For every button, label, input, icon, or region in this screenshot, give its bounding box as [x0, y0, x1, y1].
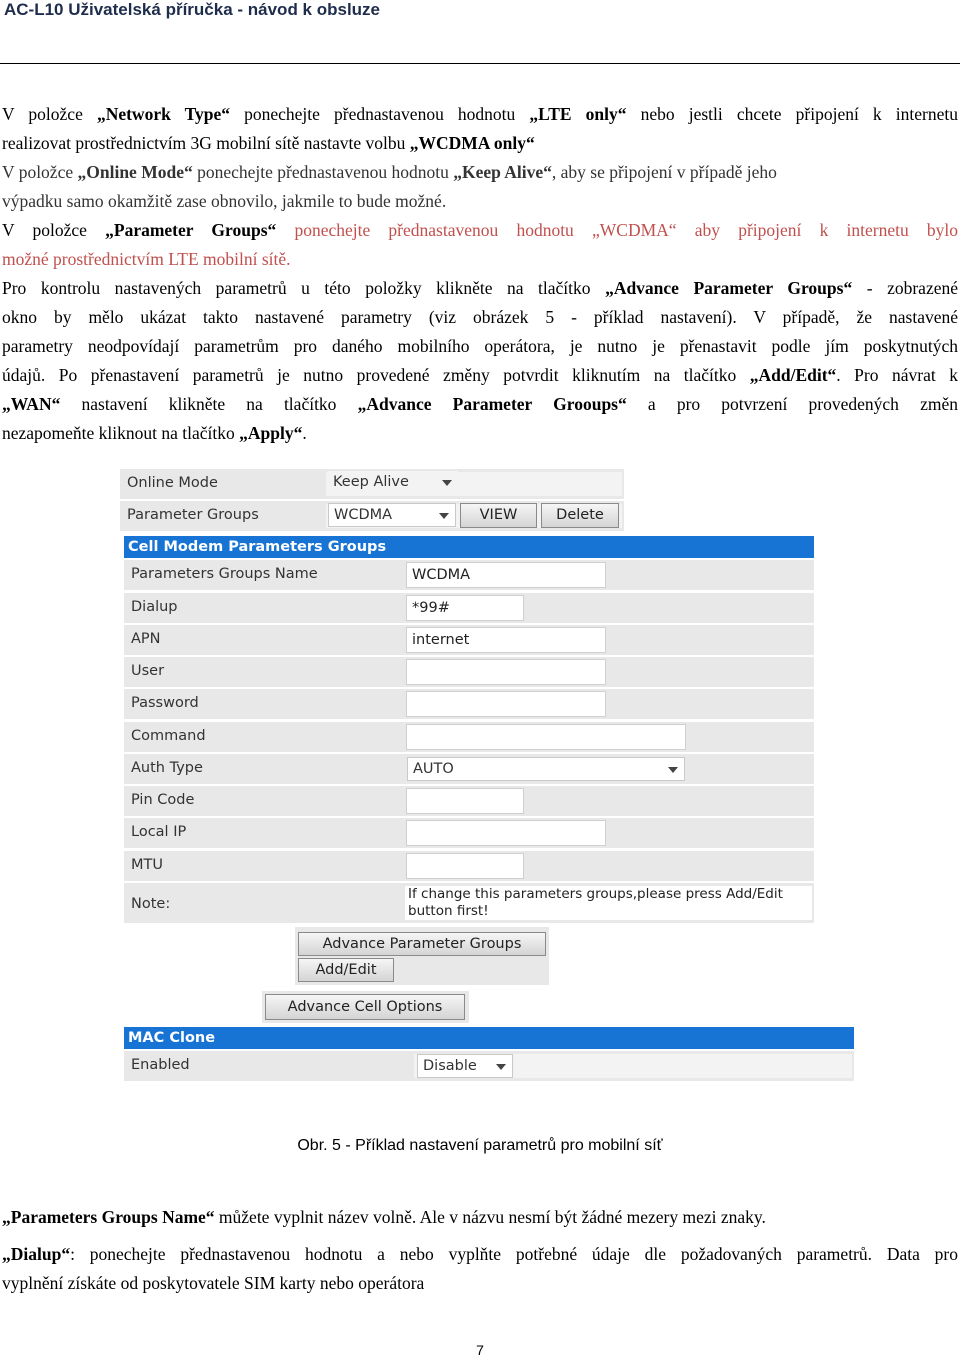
enabled-label: Enabled — [131, 1057, 190, 1073]
paragraph-dialup-line1: „Dialup“: ponechejte přednastavenou hodnotu a nebo vyplňte potřebné údaje dle požadovaných parametrů. Data pro — [2, 1244, 958, 1264]
user-label: User — [131, 663, 165, 679]
paragraph-control-line4: údajů. Po přenastavení parametrů je nutno provedené změny potvrdit kliknutím na tlačítko „Add/Edit“. Pro návrat k — [2, 365, 958, 385]
paragraph-parameter-groups-cont: možné prostřednictvím LTE mobilní sítě. — [2, 249, 291, 269]
pin-code-label: Pin Code — [131, 792, 195, 808]
cell-modem-section-title: Cell Modem Parameters Groups — [124, 536, 814, 558]
row-note — [124, 883, 814, 923]
paragraph-control-line2: okno by mělo ukázat takto nastavené parametry (viz obrázek 5 - příklad nastavení). V případě, že nastavené — [2, 307, 958, 327]
advance-cell-options-panel — [262, 991, 469, 1023]
row-pin-code — [124, 786, 814, 816]
parameter-groups-value: WCDMA — [334, 507, 393, 523]
auth-type-select[interactable] — [407, 757, 685, 781]
instructions-text — [2, 100, 958, 448]
dialup-input[interactable]: *99# — [406, 595, 524, 621]
parameter-groups-label: Parameter Groups — [127, 507, 259, 523]
chevron-down-icon — [442, 480, 452, 486]
paragraph-parameter-groups: V položce „Parameter Groups“ ponechejte přednastavenou hodnotu „WCDMA“ aby připojení k internetu bylo — [2, 220, 959, 240]
paragraph-online-mode: V položce „Online Mode“ ponechejte přednastavenou hodnotu „Keep Alive“, aby se připojení v případě jeho — [2, 162, 777, 182]
apn-input[interactable]: internet — [406, 627, 606, 653]
enabled-select[interactable] — [417, 1054, 513, 1078]
mtu-label: MTU — [131, 857, 163, 873]
paragraph-dialup-line2: vyplnění získáte od poskytovatele SIM karty nebo operátora — [2, 1273, 425, 1293]
parameters-groups-name-label: Parameters Groups Name — [131, 566, 318, 582]
password-label: Password — [131, 695, 199, 711]
row-parameters-groups-name — [124, 560, 814, 590]
chevron-down-icon — [439, 513, 449, 519]
row-password — [124, 689, 814, 719]
row-enabled — [124, 1051, 854, 1081]
parameter-groups-row — [120, 501, 624, 531]
local-ip-input[interactable] — [406, 820, 606, 846]
row-apn — [124, 625, 814, 655]
auth-type-label: Auth Type — [131, 760, 203, 776]
chevron-down-icon — [668, 767, 678, 773]
command-input[interactable] — [406, 724, 686, 750]
enabled-value: Disable — [423, 1058, 477, 1074]
paragraph-control-line3: parametry neodpovídají parametrům pro daného mobilního operátora, je nutno je přenastavit podle jím poskytnutých — [2, 336, 958, 356]
figure-caption: Obr. 5 - Příklad nastavení parametrů pro mobilní síť — [297, 1137, 663, 1154]
local-ip-label: Local IP — [131, 824, 187, 840]
delete-button[interactable]: Delete — [541, 503, 619, 528]
online-mode-label: Online Mode — [127, 475, 218, 491]
advance-cell-options-button[interactable]: Advance Cell Options — [265, 994, 465, 1020]
chevron-down-icon — [496, 1064, 506, 1070]
mac-clone-section-title: MAC Clone — [124, 1027, 854, 1049]
document-header-title: AC-L10 Uživatelská příručka - návod k obsluze — [4, 0, 381, 19]
paragraph-control-line5: „WAN“ nastavení klikněte na tlačítko „Advance Parameter Grooups“ a pro potvrzení provedených změn — [2, 394, 958, 414]
note-label: Note: — [131, 896, 171, 912]
online-mode-select[interactable] — [328, 471, 458, 495]
paragraph-online-mode-cont: výpadku samo okamžitě zase obnovilo, jakmile to bude možné. — [2, 191, 447, 211]
auth-type-value: AUTO — [413, 761, 454, 777]
online-mode-value: Keep Alive — [333, 474, 409, 490]
command-label: Command — [131, 728, 206, 744]
paragraph-network-type-cont: realizovat prostřednictvím 3G mobilní sítě nastavte volbu „WCDMA only“ — [2, 133, 535, 153]
dialup-label: Dialup — [131, 599, 178, 615]
row-dialup — [124, 593, 814, 623]
user-input[interactable] — [406, 659, 606, 685]
header-divider — [0, 63, 960, 64]
parameters-groups-name-input[interactable]: WCDMA — [406, 562, 606, 588]
view-button[interactable]: VIEW — [460, 503, 537, 528]
mtu-input[interactable] — [406, 853, 524, 879]
row-user — [124, 657, 814, 687]
parameter-groups-select[interactable] — [328, 503, 456, 527]
note-text: If change this parameters groups,please press Add/Edit button first! — [405, 886, 812, 920]
paragraph-groups-name: „Parameters Groups Name“ můžete vyplnit název volně. Ale v názvu nesmí být žádné mezery mezi znaky. — [2, 1207, 766, 1227]
row-local-ip — [124, 818, 814, 848]
paragraph-network-type: V položce „Network Type“ ponechejte přednastavenou hodnotu „LTE only“ nebo jestli chcete připojení k internetu — [2, 104, 958, 124]
router-settings-screenshot — [120, 467, 855, 1083]
advance-buttons-panel — [295, 927, 549, 985]
paragraph-control-line6: nezapomeňte kliknout na tlačítko „Apply“. — [2, 423, 307, 443]
paragraph-control-line1: Pro kontrolu nastavených parametrů u této položky klikněte na tlačítko „Advance Parameter Groups“ - zobrazené — [2, 278, 959, 298]
online-mode-row — [120, 469, 624, 499]
page-number: 7 — [476, 1342, 484, 1358]
password-input[interactable] — [406, 691, 606, 717]
add-edit-button[interactable]: Add/Edit — [298, 958, 394, 982]
row-auth-type — [124, 754, 814, 784]
advance-parameter-groups-button[interactable]: Advance Parameter Groups — [298, 932, 546, 956]
row-command — [124, 722, 814, 752]
apn-label: APN — [131, 631, 161, 647]
pin-code-input[interactable] — [406, 788, 524, 814]
row-mtu — [124, 851, 814, 881]
